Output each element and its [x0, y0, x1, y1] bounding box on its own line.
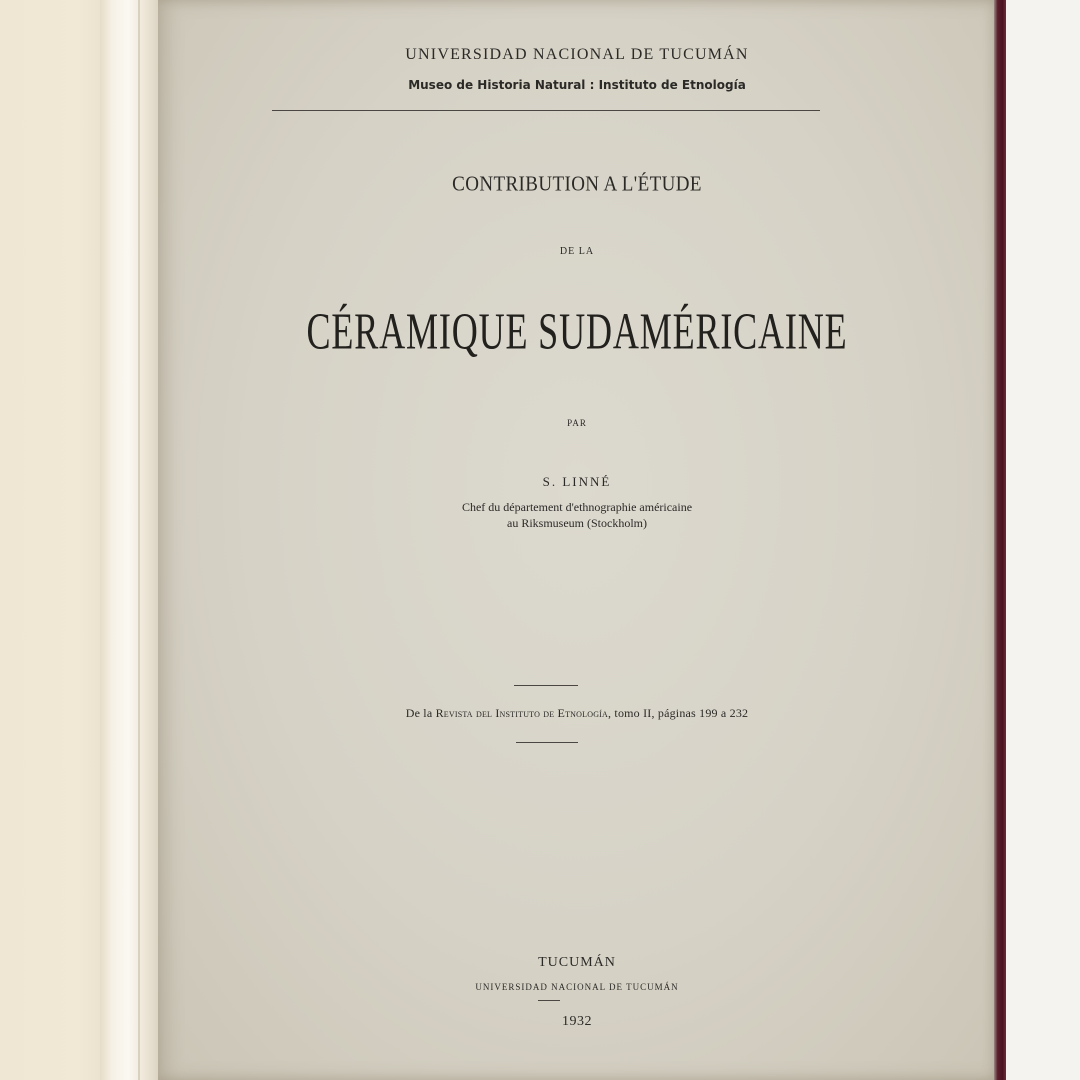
imprint-publisher: UNIVERSIDAD NACIONAL DE TUCUMÁN [475, 982, 679, 992]
header-rule [272, 110, 820, 111]
author-name: S. LINNÉ [542, 474, 612, 489]
left-page [0, 0, 112, 1080]
source-citation [158, 706, 996, 721]
header-museum: Museo de Historia Natural : Instituto de Etnología [408, 78, 746, 92]
gutter-fold [138, 0, 140, 1080]
source-journal: Revista del Instituto de Etnología [435, 706, 609, 720]
title-page [158, 0, 996, 1080]
divider-rule [516, 742, 578, 743]
imprint-city: TUCUMÁN [538, 955, 616, 970]
title-line-1: CONTRIBUTION A L'ÉTUDE [452, 172, 702, 197]
source-suffix: , tomo II, páginas 199 a 232 [608, 706, 749, 720]
title-line-2: DE LA [559, 246, 595, 257]
divider-rule [514, 685, 578, 686]
author-role-line-2: au Riksmuseum (Stockholm) [507, 516, 647, 530]
source-prefix: De la [405, 706, 436, 720]
header-university: UNIVERSIDAD NACIONAL DE TUCUMÁN [405, 46, 749, 63]
book-binding [994, 0, 1006, 1080]
book-gutter [100, 0, 162, 1080]
imprint-year: 1932 [562, 1014, 592, 1029]
main-title: CÉRAMIQUE SUDAMÉRICAINE [306, 302, 848, 361]
par-label: PAR [567, 418, 587, 428]
author-role-line-1: Chef du département d'ethnographie américaine [461, 500, 693, 514]
imprint-rule [538, 1000, 560, 1001]
